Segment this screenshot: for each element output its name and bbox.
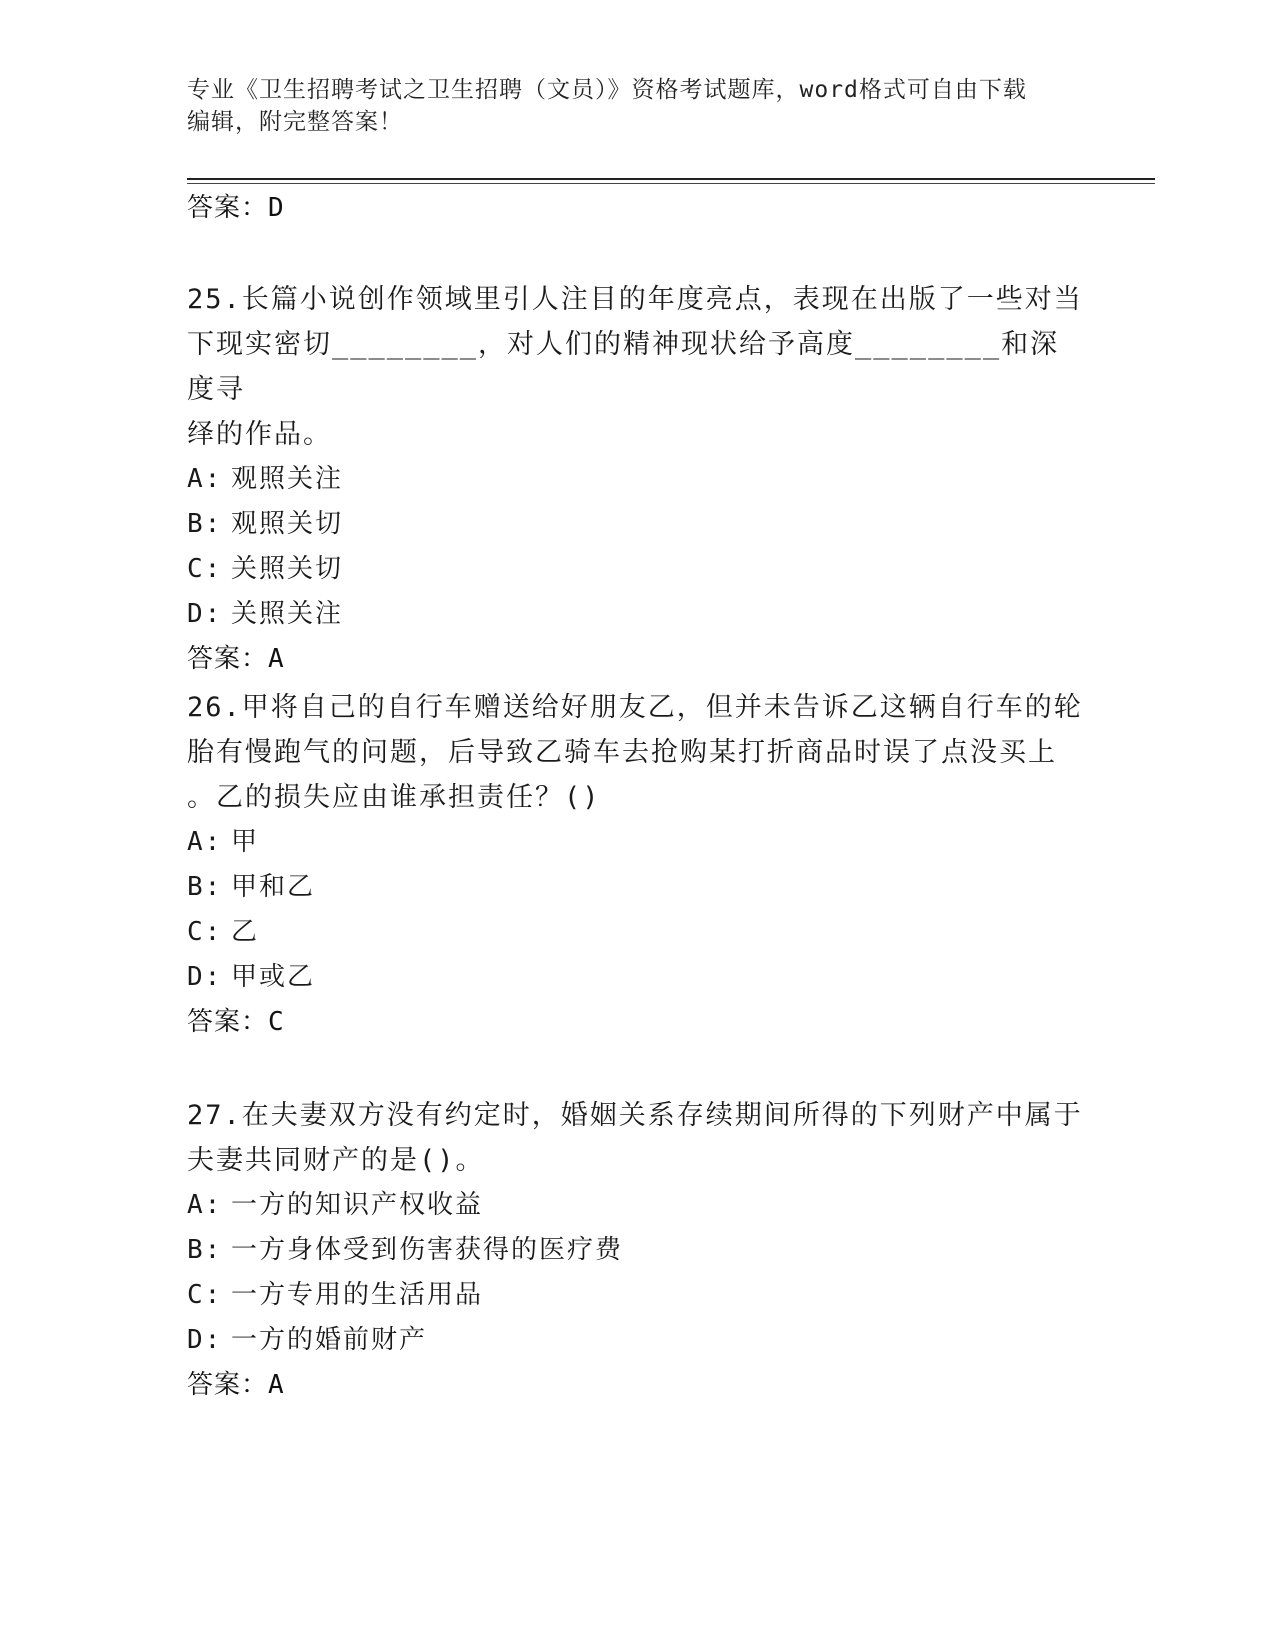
option-letter: D: — [187, 962, 223, 992]
option-b — [187, 502, 1087, 547]
header-line-2: 编辑，附完整答案！ — [187, 109, 403, 135]
page-header — [187, 74, 1087, 138]
option-text: 乙 — [231, 917, 260, 947]
option-c — [187, 1273, 1087, 1318]
question-stem-line: 夫妻共同财产的是()。 — [187, 1145, 485, 1176]
option-a — [187, 1183, 1087, 1228]
option-text: 观照关切 — [231, 509, 344, 539]
option-d — [187, 1318, 1087, 1363]
question-27 — [187, 1093, 1087, 1408]
option-a — [187, 820, 1087, 865]
header-rule-thick — [187, 178, 1155, 180]
question-answer: 答案：C — [187, 1007, 285, 1037]
option-letter: C: — [187, 554, 223, 584]
option-text: 甲或乙 — [231, 962, 316, 992]
option-c — [187, 910, 1087, 955]
option-letter: B: — [187, 1235, 223, 1265]
option-c — [187, 547, 1087, 592]
question-stem-line: 25.长篇小说创作领域里引人注目的年度亮点，表现在出版了一些对当 — [187, 284, 1083, 315]
question-25 — [187, 277, 1087, 682]
option-text: 甲 — [231, 827, 260, 857]
header-rule-thin — [187, 183, 1155, 184]
question-stem-line: 胎有慢跑气的问题，后导致乙骑车去抢购某打折商品时误了点没买上 — [187, 737, 1057, 768]
question-answer: 答案：A — [187, 1370, 285, 1400]
question-stem-line: 。乙的损失应由谁承担责任？() — [187, 782, 601, 813]
option-d — [187, 955, 1087, 1000]
option-text: 一方的婚前财产 — [231, 1325, 428, 1355]
question-stem-line: 绎的作品。 — [187, 419, 332, 450]
previous-answer: 答案：D — [187, 193, 285, 223]
option-text: 观照关注 — [231, 464, 344, 494]
option-text: 一方的知识产权收益 — [231, 1190, 484, 1220]
question-answer: 答案：A — [187, 644, 285, 674]
option-letter: C: — [187, 1280, 223, 1310]
option-letter: A: — [187, 1190, 223, 1220]
option-letter: D: — [187, 599, 223, 629]
option-letter: A: — [187, 827, 223, 857]
option-letter: B: — [187, 872, 223, 902]
option-a — [187, 457, 1087, 502]
header-line-1: 专业《卫生招聘考试之卫生招聘（文员）》资格考试题库，word格式可自由下载 — [187, 77, 1027, 103]
option-letter: A: — [187, 464, 223, 494]
option-text: 一方专用的生活用品 — [231, 1280, 484, 1310]
question-stem-line: 27.在夫妻双方没有约定时，婚姻关系存续期间所得的下列财产中属于 — [187, 1100, 1083, 1131]
option-b — [187, 865, 1087, 910]
option-letter: C: — [187, 917, 223, 947]
question-stem-line: 下现实密切________，对人们的精神现状给予高度________和深度寻 — [187, 329, 1060, 405]
question-26 — [187, 685, 1087, 1045]
option-text: 关照关注 — [231, 599, 344, 629]
option-b — [187, 1228, 1087, 1273]
question-stem-line: 26.甲将自己的自行车赠送给好朋友乙，但并未告诉乙这辆自行车的轮 — [187, 692, 1083, 723]
option-text: 甲和乙 — [231, 872, 316, 902]
option-text: 关照关切 — [231, 554, 344, 584]
option-letter: B: — [187, 509, 223, 539]
option-letter: D: — [187, 1325, 223, 1355]
option-text: 一方身体受到伤害获得的医疗费 — [231, 1235, 624, 1265]
option-d — [187, 592, 1087, 637]
